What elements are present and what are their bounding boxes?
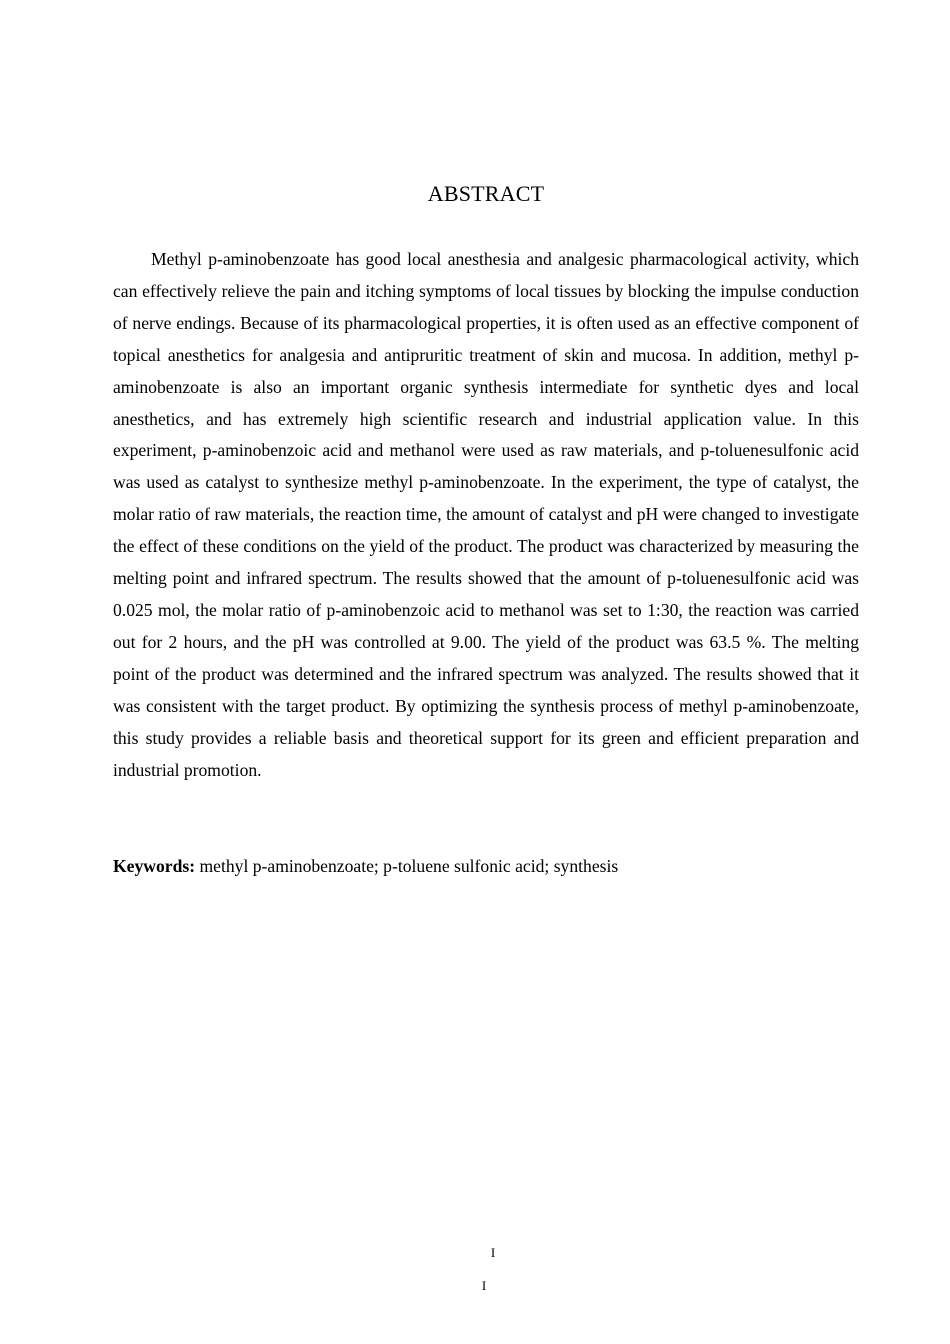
keywords-line: [113, 851, 859, 883]
page-number-lower: I: [481, 1278, 487, 1293]
abstract-title: ABSTRACT: [427, 181, 545, 206]
abstract-paragraph: Methyl p-aminobenzoate has good local anesthesia and analgesic pharmacological activity, which can effectively relieve the pain and itching symptoms of local tissues by blocking the impulse conduction of nerve endings. Because of its pharmacological properties, it is often used as an effective component of topical anesthetics for analgesia and antipruritic treatment of skin and mucosa. In addition, methyl p-aminobenzoate is also an important organic synthesis intermediate for synthetic dyes and local anesthetics, and has extremely high scientific research and industrial application value. In this experiment, p-aminobenzoic acid and methanol were used as raw materials, and p-toluenesulfonic acid was used as catalyst to synthesize methyl p-aminobenzoate. In the experiment, the type of catalyst, the molar ratio of raw materials, the reaction time, the amount of catalyst and pH were changed to investigate the effect of these conditions on the yield of the product. The product was characterized by measuring the melting point and infrared spectrum. The results showed that the amount of p-toluenesulfonic acid was 0.025 mol, the molar ratio of p-aminobenzoic acid to methanol was set to 1:30, the reaction was carried out for 2 hours, and the pH was controlled at 9.00. The yield of the product was 63.5 %. The melting point of the product was determined and the infrared spectrum was analyzed. The results showed that it was consistent with the target product. By optimizing the synthesis process of methyl p-aminobenzoate, this study provides a reliable basis and theoretical support for its green and efficient preparation and industrial promotion.: [113, 249, 859, 780]
keywords-label: Keywords:: [113, 856, 196, 876]
keywords-text: methyl p-aminobenzoate; p-toluene sulfonic acid; synthesis: [195, 856, 619, 876]
page-number-upper: I: [490, 1245, 496, 1260]
